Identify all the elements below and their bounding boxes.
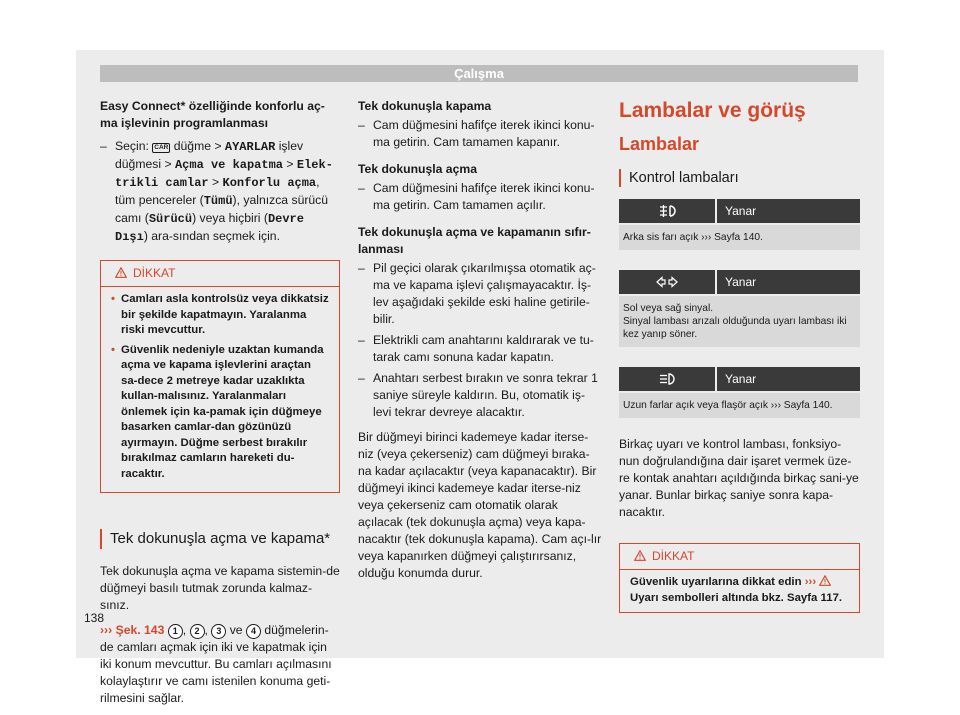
figure-link[interactable]: Şek. 143 — [112, 623, 168, 637]
paragraph-stages: Bir düğmeyi birinci kademeye kadar itersе-niz (veya çekerseniz) cam düğmeyi bıraka-na kadar açılacaktır (veya kapanacaktır). Bir düğmeyi ikinci kademeye kadar itersе-niz veya çekerseniz cam otomatik olarak açılacak (tek dokunuşla açma) veya kapa-nacaktır (tek dokunuşla kapama). Cam açı-lır veya kapanırken düğmeyi çalıştırırsanız, olduğu konumda durur. — [358, 430, 602, 580]
instruction-reset-3: – Anahtarı serbest bırakın ve sonra tekrar 1 saniye süreyle kaldırın. Bu, otomatik iş-levi tekrar devreye alacaktır. — [358, 370, 603, 421]
instruction-open: – Cam düğmesini hafifçe iterek ikinci konu-ma getirin. Cam tamamen açılır. — [358, 180, 603, 214]
warning-bullet: • Camları asla kontrolsüz veya dikkatsiz bir şekilde kapatmayın. Yaralanma riski mevcuttur. — [111, 292, 329, 339]
instruction-close: – Cam düğmesini hafifçe iterek ikinci konu-ma getirin. Cam tamamen kapanır. — [358, 117, 603, 151]
lamp-description: Sol veya sağ sinyal. Sinyal lambası arızalı olduğunda uyarı lambası iki kez yanıp söner. — [619, 296, 860, 347]
warning-bullet: • Güvenlik nedeniyle uzaktan kumanda açma ve kapama işlevlerini araçtan sa-dece 2 metreye kadar uzaklıkta kullan-malısınız. Yaralanmaları önlemek için ka-pamak için düğmeye basarken camlar-dan gözünüzü ayırmayın. Düğme serbest bırakılır bırakılmaz camların hareketi du-racaktır. — [111, 343, 329, 483]
warning-box — [100, 260, 340, 493]
column-right — [619, 98, 860, 613]
heading-one-touch-open: Tek dokunuşla açma — [358, 162, 477, 176]
paragraph-lamps: Birkaç uyarı ve kontrol lambası, fonksiyo-nun doğrulandığına dair işaret vermek üze-re kontak anahtarı açıldığında birkaç sani-ye yanar. Bunlar birkaç saniye sonra kapa-nacaktır. — [619, 437, 859, 519]
lamp-status: Yanar — [717, 199, 860, 223]
callout-1: 1 — [168, 624, 183, 639]
warning-header: DİKKAT — [101, 261, 339, 287]
lamp-description: Arka sis farı açık ››› Sayfa 140. — [619, 225, 860, 250]
lamp-entry — [619, 199, 860, 250]
page-header: Çalışma — [100, 65, 858, 82]
heading-easy-connect: Easy Connect* özelliğinde konforlu aç-ma işlevinin programlanması — [100, 99, 325, 130]
paragraph-buttons: ››› Şek. 143 1 , 2 , 3 ve 4 düğmelerin-de camları açmak için iki ve kapatmak için iki konum mevcuttur. Bu camları açılmasını kolaylaştırır ve camı istenilen konuma geti-rilmesini sağlar. — [100, 623, 332, 705]
lamp-description: Uzun farlar açık veya flaşör açık ››› Sayfa 140. — [619, 393, 860, 418]
chapter-subtitle: Lambalar — [619, 134, 700, 154]
paragraph-one-touch: Tek dokunuşla açma ve kapama sistemin-de düğmeyi basılı tutmak zorunda kalmaz-sınız. — [100, 564, 340, 612]
callout-3: 3 — [211, 624, 226, 639]
high-beam-icon — [658, 373, 676, 385]
warning-triangle-icon — [634, 550, 646, 561]
column-left — [100, 98, 340, 715]
lamp-entry — [619, 270, 860, 347]
heading-one-touch-close: Tek dokunuşla kapama — [358, 99, 492, 113]
page-link[interactable]: Sayfa 140. — [783, 400, 833, 411]
heading-reset: Tek dokunuşla açma ve kapamanın sıfır-lanması — [358, 225, 591, 256]
page-link[interactable]: Sayfa 140. — [714, 232, 763, 243]
section-title-one-touch: Tek dokunuşla açma ve kapama* — [100, 529, 340, 549]
warning-box: DİKKAT Güvenlik uyarılarına dikkat edin ››› Uyarı sembolleri altında bkz. Sayfa 117. — [619, 543, 860, 613]
page-number: 138 — [84, 611, 105, 625]
instruction-reset-1: – Pil geçici olarak çıkarılmışsa otomatik aç-ma ve kapama işlevi çalışmayacaktır. İş-lev aşağıdaki şekilde eski haline getirile-bilir. — [358, 260, 603, 328]
callout-4: 4 — [246, 624, 261, 639]
rear-fog-light-icon — [658, 204, 676, 218]
chapter-title: Lambalar ve görüş — [619, 99, 806, 122]
instruction-reset-2: – Elektrikli cam anahtarını kaldırarak ve tu-tarak camı sonuna kadar kapatın. — [358, 332, 603, 366]
warning-triangle-icon — [819, 575, 831, 586]
turn-signal-icon — [656, 276, 678, 288]
warning-reference[interactable]: Uyarı sembolleri altında bkz. Sayfa 117. — [630, 591, 843, 604]
column-middle — [358, 98, 603, 590]
lamp-entry — [619, 367, 860, 418]
lamp-status: Yanar — [717, 270, 860, 294]
car-icon: CAR — [154, 144, 169, 151]
easy-connect-instruction: – Seçin: CAR düğme > AYARLAR işlev düğmesi > Açma ve kapatma > Elek-trikli camlar > Konforlu açma, tüm pencereler (Tümü), yalnızca sürücü camı (Sürücü) veya hiçbiri (Devre Dışı) ara-sından seçmek için. — [100, 138, 340, 246]
section-title-warning-lights: Kontrol lambaları — [619, 169, 860, 187]
warning-triangle-icon — [115, 267, 127, 278]
lamp-status: Yanar — [717, 367, 860, 391]
callout-2: 2 — [190, 624, 205, 639]
warning-header: DİKKAT — [620, 544, 859, 570]
reference-arrows: ››› — [100, 623, 113, 637]
